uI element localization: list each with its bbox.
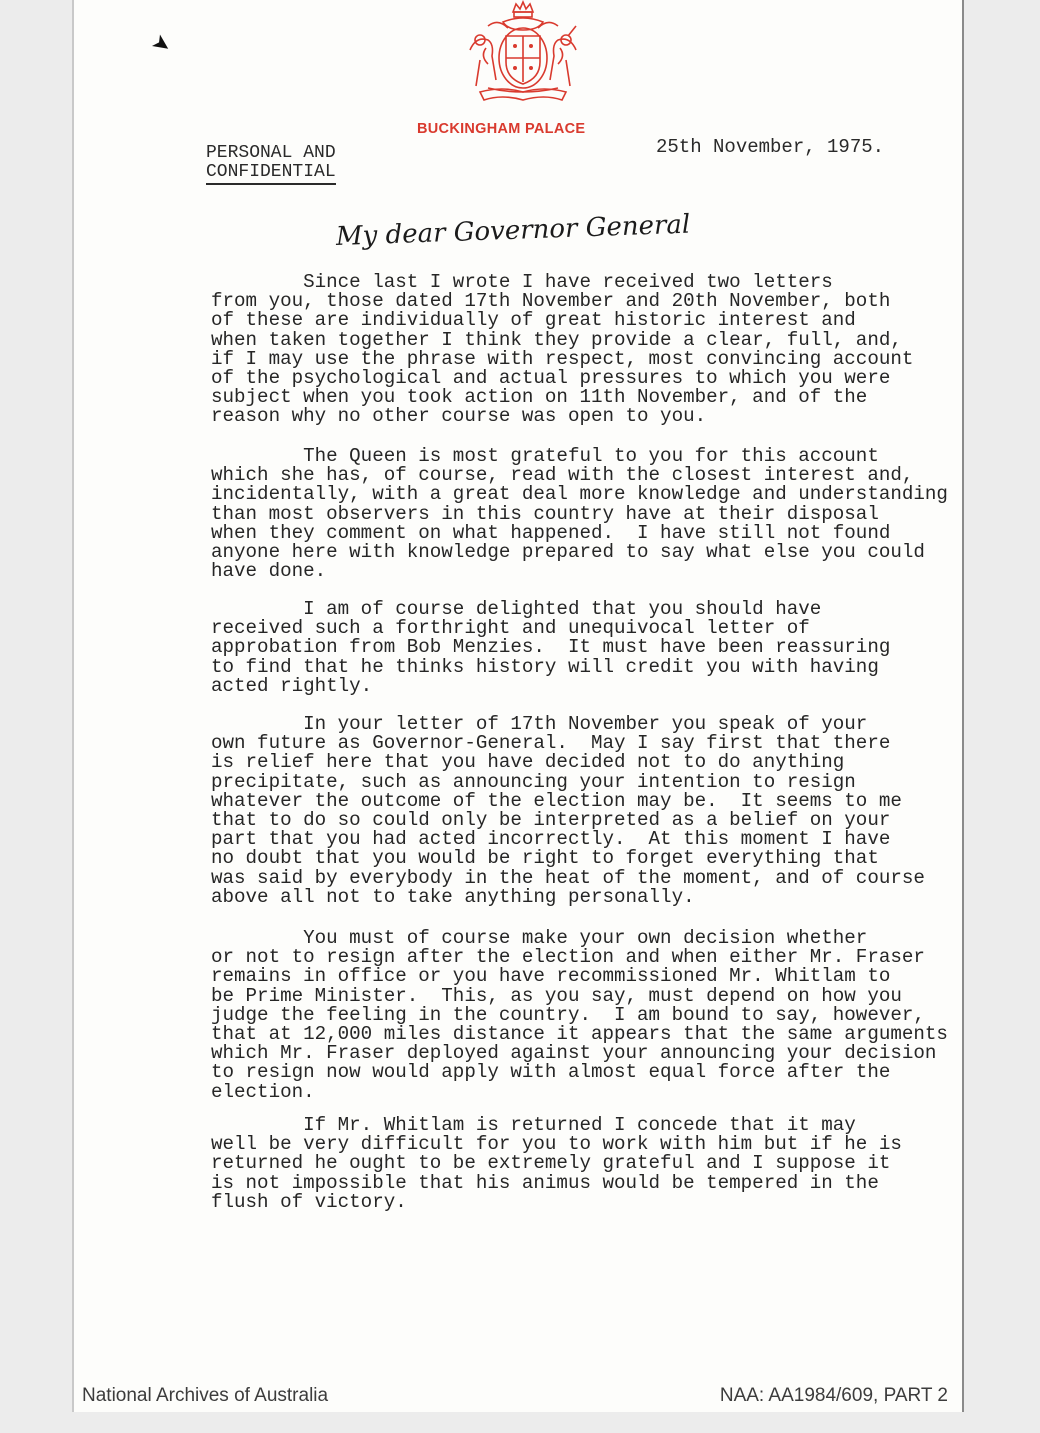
paragraph: In your letter of 17th November you speak of your own future as Governor-General. May I say first that there is relief here that you have decided not to do anything precipitate, such as announcing your intention to resign whatever the outcome of the election may be. It seems to me that to do so could only be interpreted as a belief on your part that you had acted incorrectly. At this moment I have no doubt that you would be right to forget everything that was said by everybody in the heat of the moment, and of course above all not to take anything personally.	[211, 713, 925, 908]
salutation: My dear Governor General	[335, 209, 691, 252]
paragraph: The Queen is most grateful to you for this account which she has, of course, read with the closest interest and, incidentally, with a great deal more knowledge and understanding than most observers in this country have at their disposal when they comment on what happened. I have still not found anyone here with knowledge prepared to say what else you could have done.	[211, 445, 948, 583]
paragraph: I am of course delighted that you should have received such a forthright and unequivocal letter of approbation from Bob Menzies. It must have been reassuring to find that he thinks history will credit you with having acted rightly.	[211, 598, 891, 697]
classification-line-2: CONFIDENTIAL	[206, 163, 336, 185]
letter-date: 25th November, 1975.	[656, 136, 885, 158]
classification	[206, 144, 336, 185]
ink-mark: ➤	[146, 28, 176, 61]
letter-page	[72, 0, 964, 1412]
letterhead: BUCKINGHAM PALACE	[417, 121, 586, 137]
archive-reference: NAA: AA1984/609, PART 2	[719, 1385, 948, 1406]
royal-coat-of-arms-icon	[458, 0, 588, 104]
paragraph: If Mr. Whitlam is returned I concede that it may well be very difficult for you to work with him but if he is returned he ought to be extremely grateful and I suppose it is not impossible that his animus would be tempered in the flush of victory.	[211, 1114, 902, 1213]
archive-credit: National Archives of Australia	[82, 1385, 329, 1406]
paragraph: Since last I wrote I have received two letters from you, those dated 17th November and 20th November, both of these are individually of great historic interest and when taken together I think they provide a clear, full, and, if I may use the phrase with respect, most convincing account of the psychological and actual pressures to which you were subject when you took action on 11th November, and of the reason why no other course was open to you.	[211, 271, 914, 428]
paragraph: You must of course make your own decision whether or not to resign after the election and when either Mr. Fraser remains in office or you have recommissioned Mr. Whitlam to be Prime Minister. This, as you say, must depend on how you judge the feeling in the country. I am bound to say, however, that at 12,000 miles distance it appears that the same arguments which Mr. Fraser deployed against your announcing your decision to resign now would apply with almost equal force after the election.	[211, 927, 948, 1103]
classification-line-1: PERSONAL AND	[206, 143, 336, 163]
